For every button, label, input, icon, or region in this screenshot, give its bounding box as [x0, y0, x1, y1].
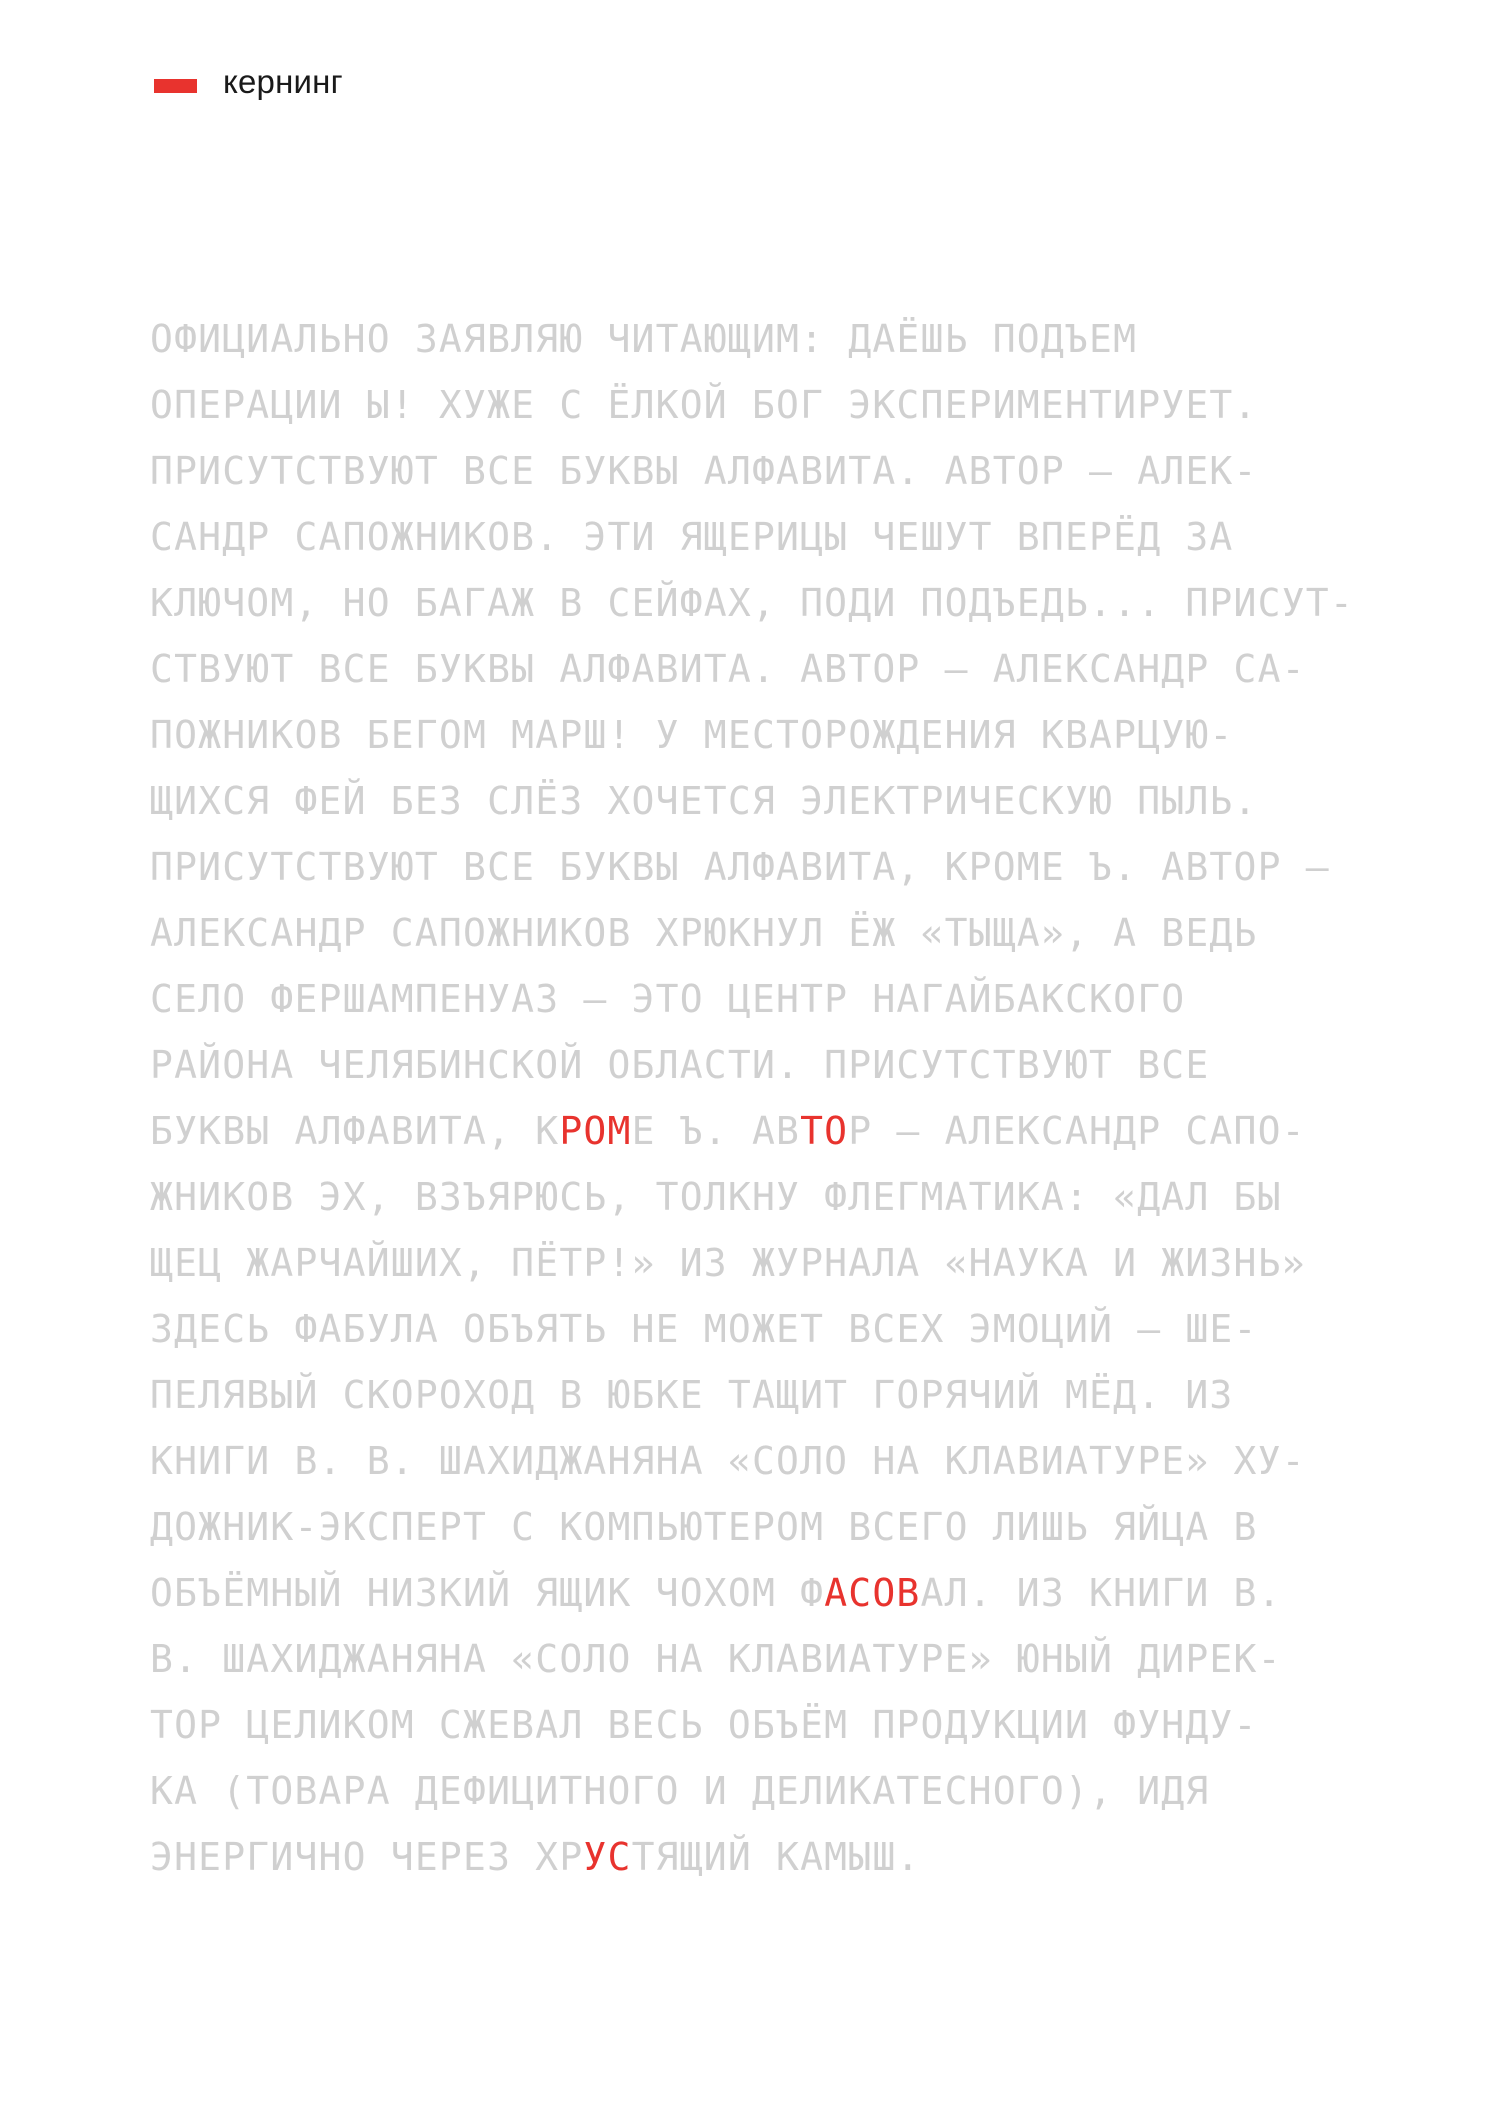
specimen-line: [150, 702, 1370, 768]
specimen-text-segment: АЛ. ИЗ КНИГИ В.: [920, 1571, 1282, 1615]
kerning-highlight: УС: [583, 1835, 632, 1879]
specimen-line: [150, 570, 1370, 636]
specimen-line: [150, 1494, 1370, 1560]
specimen-text-segment: БУКВЫ АЛФАВИТА, К: [150, 1109, 560, 1153]
specimen-text-segment: ПРИСУТСТВУЮТ ВСЕ БУКВЫ АЛФАВИТА, КРОМЕ Ъ. АВТОР —: [150, 845, 1330, 889]
specimen-text-segment: РАЙОНА ЧЕЛЯБИНСКОЙ ОБЛАСТИ. ПРИСУТСТВУЮТ ВСЕ: [150, 1043, 1210, 1087]
specimen-line: [150, 504, 1370, 570]
specimen-line: [150, 900, 1370, 966]
specimen-line: [150, 834, 1370, 900]
section-accent-bar: [154, 79, 197, 93]
kerning-highlight: РОМ: [559, 1109, 632, 1153]
specimen-text-segment: ЩИХСЯ ФЕЙ БЕЗ СЛЁЗ ХОЧЕТСЯ ЭЛЕКТРИЧЕСКУЮ ПЫЛЬ.: [150, 779, 1258, 823]
specimen-text-segment: ОПЕРАЦИИ Ы! ХУЖЕ С ЁЛКОЙ БОГ ЭКСПЕРИМЕНТИРУЕТ.: [150, 383, 1258, 427]
specimen-text-segment: ОФИЦИАЛЬНО ЗАЯВЛЯЮ ЧИТАЮЩИМ: ДАЁШЬ ПОДЪЕМ: [150, 317, 1138, 361]
specimen-text-segment: ЭНЕРГИЧНО ЧЕРЕЗ ХР: [150, 1835, 584, 1879]
specimen-line: [150, 966, 1370, 1032]
specimen-line: [150, 1032, 1370, 1098]
specimen-line: [150, 438, 1370, 504]
specimen-text-segment: АЛЕКСАНДР САПОЖНИКОВ ХРЮКНУЛ ЁЖ «ТЫЩА», А ВЕДЬ: [150, 911, 1258, 955]
specimen-text-segment: В. ШАХИДЖАНЯНА «СОЛО НА КЛАВИАТУРЕ» ЮНЫЙ ДИРЕК-: [150, 1637, 1282, 1681]
specimen-text-segment: ТЯЩИЙ КАМЫШ.: [631, 1835, 921, 1879]
specimen-line: [150, 1098, 1370, 1164]
specimen-line: [150, 1164, 1370, 1230]
specimen-line: [150, 636, 1370, 702]
specimen-text-segment: КНИГИ В. В. ШАХИДЖАНЯНА «СОЛО НА КЛАВИАТУРЕ» ХУ-: [150, 1439, 1306, 1483]
specimen-text-segment: ЗДЕСЬ ФАБУЛА ОБЪЯТЬ НЕ МОЖЕТ ВСЕХ ЭМОЦИЙ — ШЕ-: [150, 1307, 1258, 1351]
specimen-line: [150, 372, 1370, 438]
specimen-text-segment: ПРИСУТСТВУЮТ ВСЕ БУКВЫ АЛФАВИТА. АВТОР — АЛЕК-: [150, 449, 1258, 493]
specimen-text-segment: КЛЮЧОМ, НО БАГАЖ В СЕЙФАХ, ПОДИ ПОДЪЕДЬ... ПРИСУТ-: [150, 581, 1354, 625]
kerning-specimen-text: [150, 306, 1370, 1890]
specimen-text-segment: ОБЪЁМНЫЙ НИЗКИЙ ЯЩИК ЧОХОМ Ф: [150, 1571, 825, 1615]
specimen-line: [150, 1230, 1370, 1296]
specimen-line: [150, 1824, 1370, 1890]
specimen-text-segment: ЩЕЦ ЖАРЧАЙШИХ, ПЁТР!» ИЗ ЖУРНАЛА «НАУКА И ЖИЗНЬ»: [150, 1241, 1306, 1285]
specimen-text-segment: Е Ъ. АВ: [631, 1109, 801, 1153]
specimen-line: [150, 1758, 1370, 1824]
specimen-text-segment: ПЕЛЯВЫЙ СКОРОХОД В ЮБКЕ ТАЩИТ ГОРЯЧИЙ МЁД. ИЗ: [150, 1373, 1234, 1417]
section-title: кернинг: [223, 63, 343, 100]
specimen-line: [150, 1560, 1370, 1626]
specimen-line: [150, 306, 1370, 372]
specimen-line: [150, 1428, 1370, 1494]
kerning-highlight: АСОВ: [824, 1571, 921, 1615]
specimen-line: [150, 1626, 1370, 1692]
specimen-text-segment: СТВУЮТ ВСЕ БУКВЫ АЛФАВИТА. АВТОР — АЛЕКСАНДР СА-: [150, 647, 1306, 691]
specimen-text-segment: ЖНИКОВ ЭХ, ВЗЪЯРЮСЬ, ТОЛКНУ ФЛЕГМАТИКА: «ДАЛ БЫ: [150, 1175, 1282, 1219]
specimen-text-segment: ДОЖНИК-ЭКСПЕРТ С КОМПЬЮТЕРОМ ВСЕГО ЛИШЬ ЯЙЦА В: [150, 1505, 1258, 1549]
specimen-text-segment: ТОР ЦЕЛИКОМ СЖЕВАЛ ВЕСЬ ОБЪЁМ ПРОДУКЦИИ ФУНДУ-: [150, 1703, 1258, 1747]
specimen-text-segment: Р — АЛЕКСАНДР САПО-: [848, 1109, 1306, 1153]
specimen-text-segment: САНДР САПОЖНИКОВ. ЭТИ ЯЩЕРИЦЫ ЧЕШУТ ВПЕРЁД ЗА: [150, 515, 1234, 559]
specimen-line: [150, 1692, 1370, 1758]
specimen-line: [150, 1362, 1370, 1428]
specimen-line: [150, 768, 1370, 834]
specimen-text-segment: КА (ТОВАРА ДЕФИЦИТНОГО И ДЕЛИКАТЕСНОГО), ИДЯ: [150, 1769, 1210, 1813]
specimen-text-segment: СЕЛО ФЕРШАМПЕНУАЗ — ЭТО ЦЕНТР НАГАЙБАКСКОГО: [150, 977, 1186, 1021]
kerning-highlight: ТО: [800, 1109, 849, 1153]
specimen-line: [150, 1296, 1370, 1362]
specimen-text-segment: ПОЖНИКОВ БЕГОМ МАРШ! У МЕСТОРОЖДЕНИЯ КВАРЦУЮ-: [150, 713, 1234, 757]
